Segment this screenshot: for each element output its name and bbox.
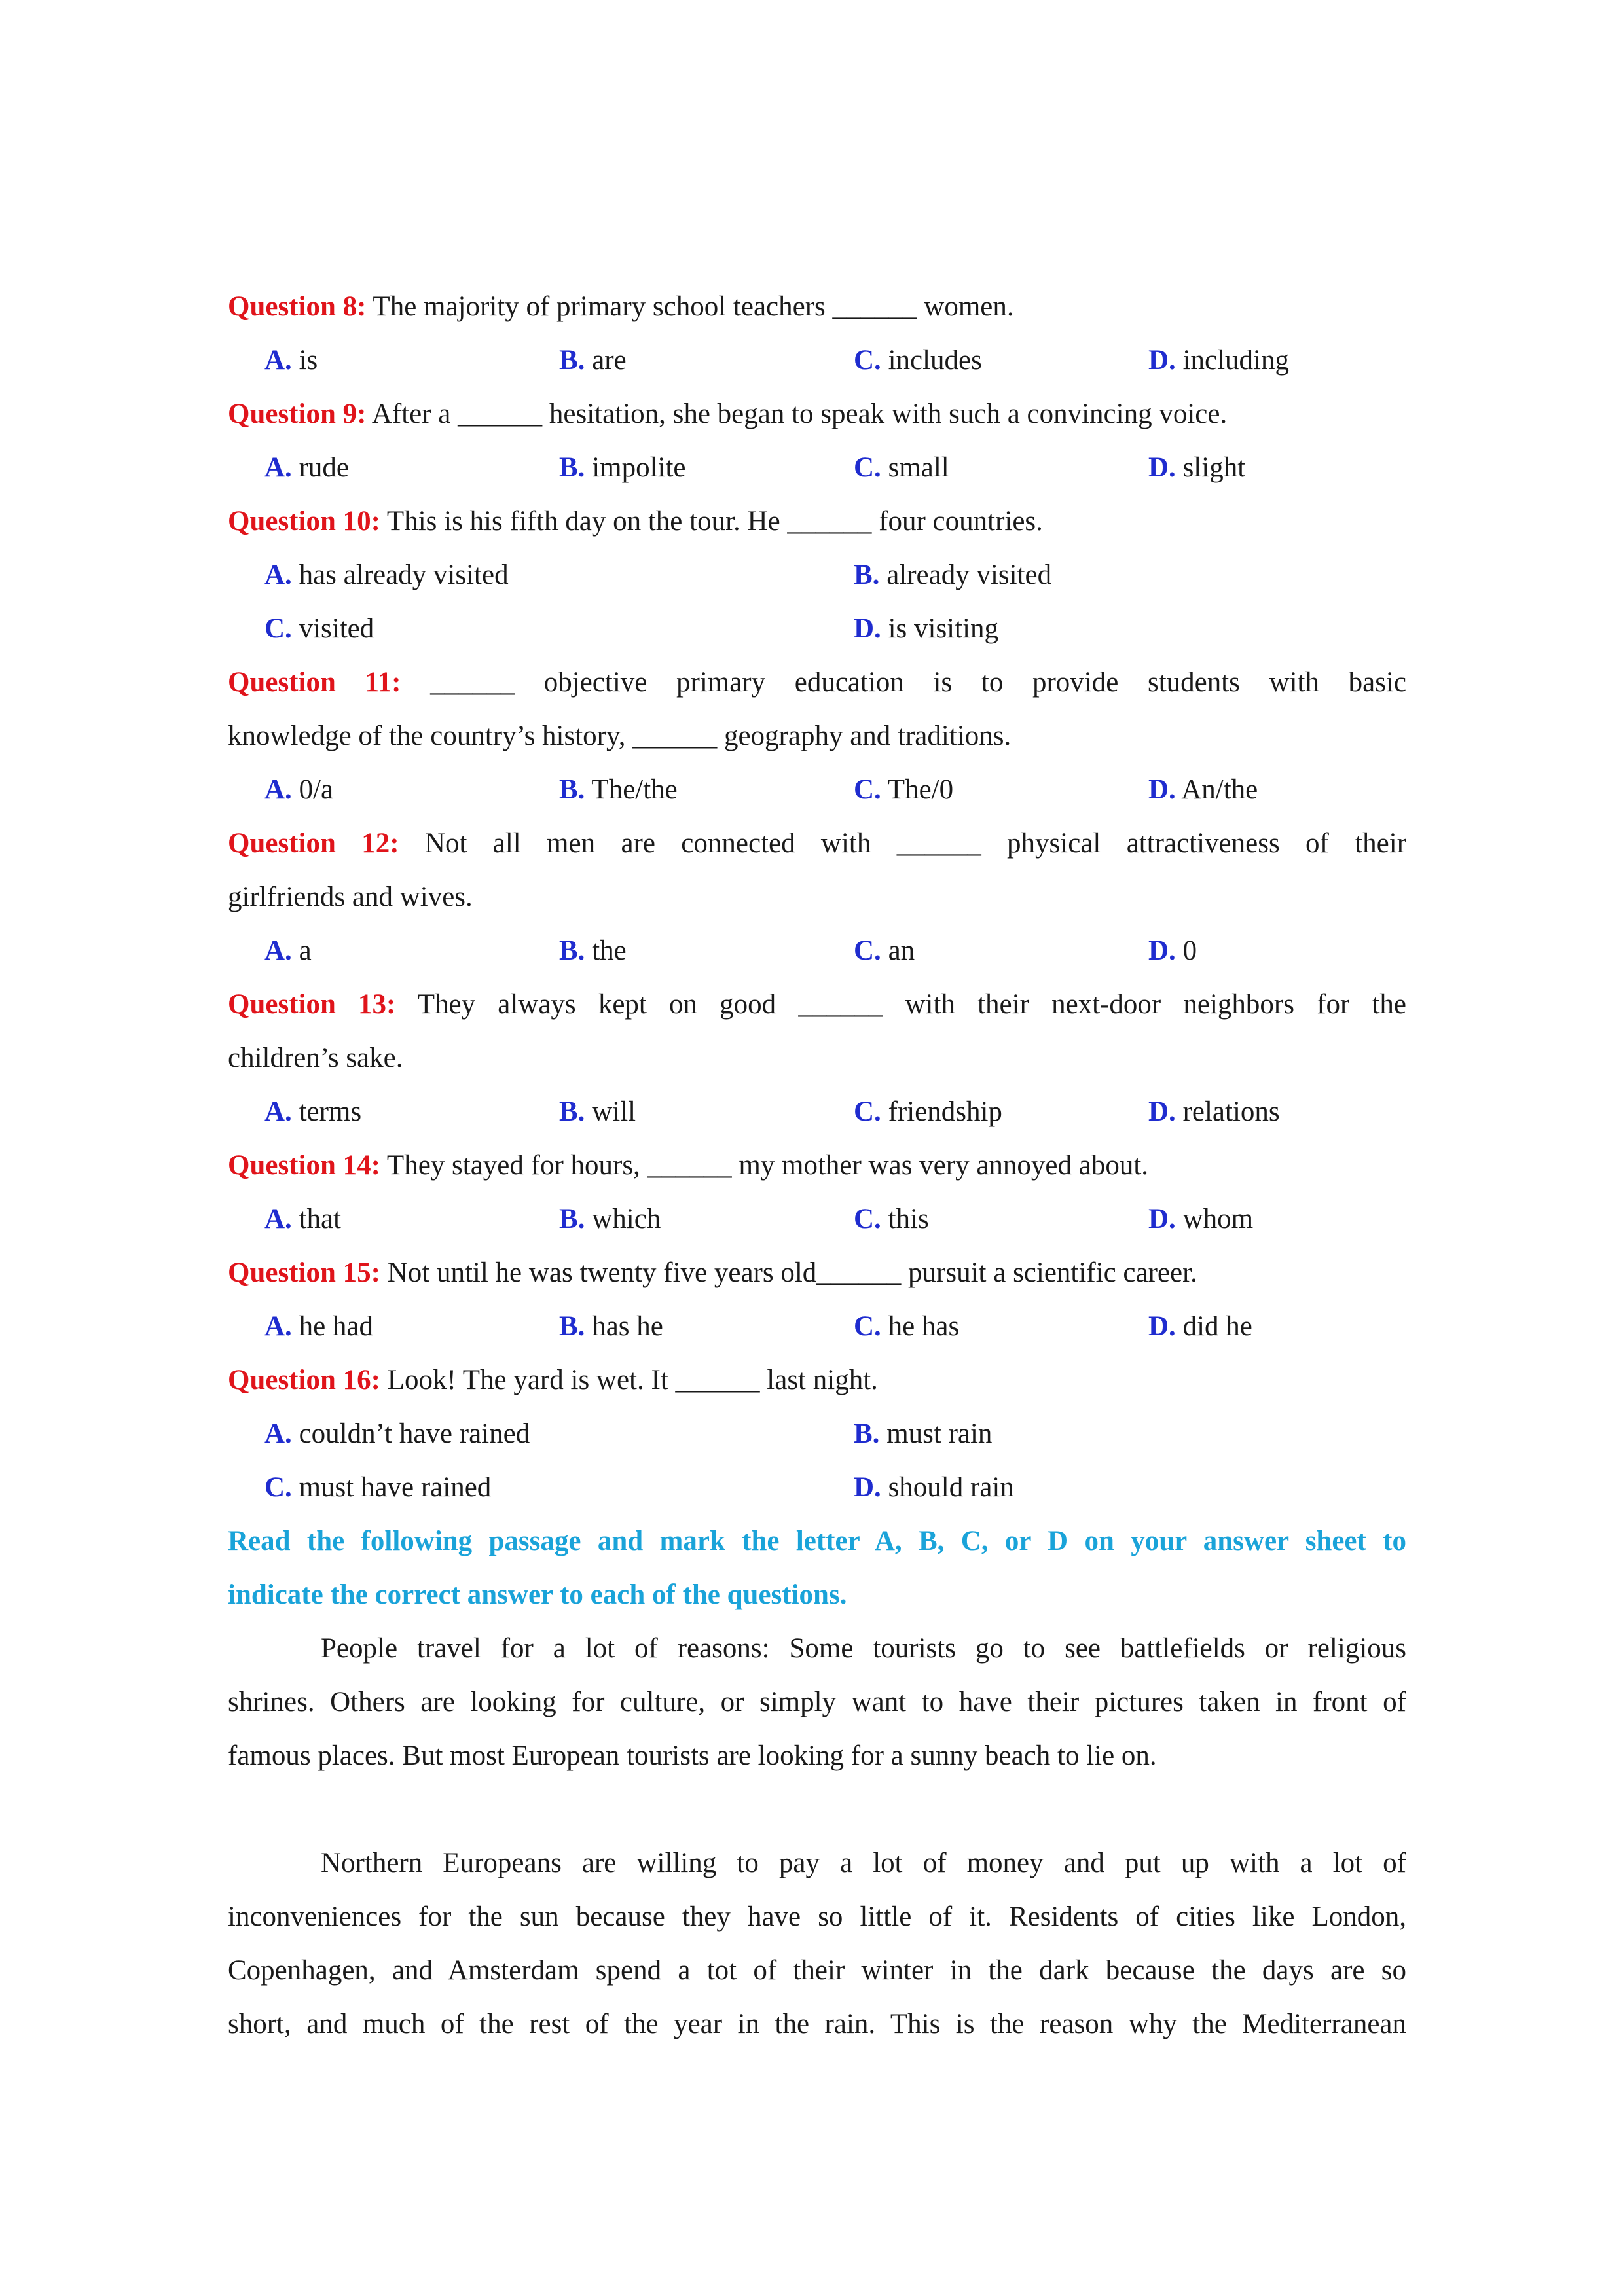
question-stem xyxy=(228,1139,1406,1193)
option-c[interactable]: C. an xyxy=(854,935,915,966)
instruction-line: Read the following passage and mark the letter A, B, C, or D on your answer sheet to xyxy=(228,1526,1406,1556)
option-d[interactable]: D. An/the xyxy=(1148,774,1258,805)
question-label: Question 8: xyxy=(228,291,367,322)
option-a[interactable]: A. a xyxy=(264,935,312,966)
passage-line: Copenhagen, and Amsterdam spend a tot of their winter in the dark because the days are so xyxy=(228,1955,1406,1986)
option-c[interactable]: C. visited xyxy=(264,613,374,644)
option-a[interactable]: A. he had xyxy=(264,1311,373,1342)
passage-line: inconveniences for the sun because they have so little of it. Residents of cities like London, xyxy=(228,1901,1406,1932)
question-label: Question 15: xyxy=(228,1257,380,1288)
option-b[interactable]: B. must rain xyxy=(854,1418,993,1449)
question-stem xyxy=(228,978,1406,1031)
option-d[interactable]: D. is visiting xyxy=(854,613,999,644)
option-a[interactable]: A. couldn’t have rained xyxy=(264,1418,530,1449)
question-text: They stayed for hours, ______ my mother was very annoyed about. xyxy=(386,1150,1149,1181)
question-text-continued: girlfriends and wives. xyxy=(228,882,473,912)
passage-line: shrines. Others are looking for culture, or simply want to have their pictures taken in front of xyxy=(228,1687,1406,1717)
question-label: Question 16: xyxy=(228,1365,380,1395)
passage-paragraph-1 xyxy=(228,1622,1406,1783)
option-b[interactable]: B. already visited xyxy=(854,560,1052,590)
option-c[interactable]: C. this xyxy=(854,1204,929,1234)
option-d[interactable]: D. slight xyxy=(1148,452,1246,483)
question-label: Question 13: xyxy=(228,989,396,1020)
question-stem xyxy=(228,280,1406,334)
option-b[interactable]: B. will xyxy=(559,1096,636,1127)
question-stem xyxy=(228,387,1406,441)
reading-instruction xyxy=(228,1515,1406,1622)
option-c[interactable]: C. The/0 xyxy=(854,774,954,805)
options-row xyxy=(228,1193,1406,1246)
option-d[interactable]: D. including xyxy=(1148,345,1289,376)
question-text: They always kept on good ______ with their next-door neighbors for the xyxy=(417,989,1406,1020)
question-label: Question 14: xyxy=(228,1150,380,1181)
option-a[interactable]: A. is xyxy=(264,345,318,376)
options-row xyxy=(228,334,1406,387)
instruction-line: indicate the correct answer to each of the questions. xyxy=(228,1579,847,1610)
question-13 xyxy=(228,978,1406,1139)
option-c[interactable]: C. includes xyxy=(854,345,982,376)
question-11 xyxy=(228,656,1406,817)
option-a[interactable]: A. 0/a xyxy=(264,774,334,805)
option-d[interactable]: D. should rain xyxy=(854,1472,1014,1503)
option-c[interactable]: C. friendship xyxy=(854,1096,1002,1127)
question-9 xyxy=(228,387,1406,495)
passage-line: short, and much of the rest of the year in the rain. This is the reason why the Mediterranean xyxy=(228,2009,1406,2039)
option-b[interactable]: B. the xyxy=(559,935,627,966)
question-10 xyxy=(228,495,1406,656)
question-text: Look! The yard is wet. It ______ last night. xyxy=(387,1365,878,1395)
options-row xyxy=(228,602,1406,656)
option-d[interactable]: D. relations xyxy=(1148,1096,1280,1127)
question-text: This is his fifth day on the tour. He ______ four countries. xyxy=(386,506,1043,537)
question-text: After a ______ hesitation, she began to speak with such a convincing voice. xyxy=(371,399,1228,429)
option-d[interactable]: D. whom xyxy=(1148,1204,1254,1234)
question-stem xyxy=(228,1354,1406,1407)
question-label: Question 9: xyxy=(228,399,367,429)
question-14 xyxy=(228,1139,1406,1246)
question-stem xyxy=(228,1246,1406,1300)
question-text: The majority of primary school teachers ______ women. xyxy=(373,291,1014,322)
option-d[interactable]: D. 0 xyxy=(1148,935,1197,966)
paragraph-gap xyxy=(228,1783,1406,1837)
option-c[interactable]: C. small xyxy=(854,452,949,483)
question-label: Question 10: xyxy=(228,506,380,537)
options-row xyxy=(228,763,1406,817)
options-row xyxy=(228,924,1406,978)
option-c[interactable]: C. he has xyxy=(854,1311,960,1342)
question-label: Question 11: xyxy=(228,667,401,698)
passage-line: famous places. But most European tourists are looking for a sunny beach to lie on. xyxy=(228,1740,1157,1771)
passage-line: People travel for a lot of reasons: Some tourists go to see battlefields or religious xyxy=(321,1633,1406,1664)
question-label: Question 12: xyxy=(228,828,399,859)
options-row xyxy=(228,1407,1406,1461)
question-stem xyxy=(228,656,1406,709)
option-a[interactable]: A. rude xyxy=(264,452,349,483)
passage-paragraph-2 xyxy=(228,1837,1406,2051)
question-text-continued: knowledge of the country’s history, ______ geography and traditions. xyxy=(228,721,1012,751)
question-16 xyxy=(228,1354,1406,1515)
option-a[interactable]: A. that xyxy=(264,1204,342,1234)
option-c[interactable]: C. must have rained xyxy=(264,1472,492,1503)
question-stem xyxy=(228,495,1406,548)
question-text-continued: children’s sake. xyxy=(228,1043,403,1073)
question-stem xyxy=(228,817,1406,870)
option-a[interactable]: A. has already visited xyxy=(264,560,509,590)
exam-page xyxy=(228,280,1406,2051)
option-a[interactable]: A. terms xyxy=(264,1096,362,1127)
option-d[interactable]: D. did he xyxy=(1148,1311,1252,1342)
options-row xyxy=(228,1461,1406,1515)
question-15 xyxy=(228,1246,1406,1354)
options-row xyxy=(228,441,1406,495)
options-row xyxy=(228,1085,1406,1139)
question-text: ______ objective primary education is to provide students with basic xyxy=(430,667,1407,698)
question-text: Not all men are connected with ______ physical attractiveness of their xyxy=(424,828,1407,859)
options-row xyxy=(228,548,1406,602)
option-b[interactable]: B. are xyxy=(559,345,627,376)
option-b[interactable]: B. has he xyxy=(559,1311,663,1342)
question-text: Not until he was twenty five years old______ pursuit a scientific career. xyxy=(387,1257,1197,1288)
option-b[interactable]: B. The/the xyxy=(559,774,678,805)
passage-line: Northern Europeans are willing to pay a lot of money and put up with a lot of xyxy=(321,1848,1406,1878)
question-12 xyxy=(228,817,1406,978)
question-8 xyxy=(228,280,1406,387)
options-row xyxy=(228,1300,1406,1354)
option-b[interactable]: B. which xyxy=(559,1204,661,1234)
option-b[interactable]: B. impolite xyxy=(559,452,686,483)
